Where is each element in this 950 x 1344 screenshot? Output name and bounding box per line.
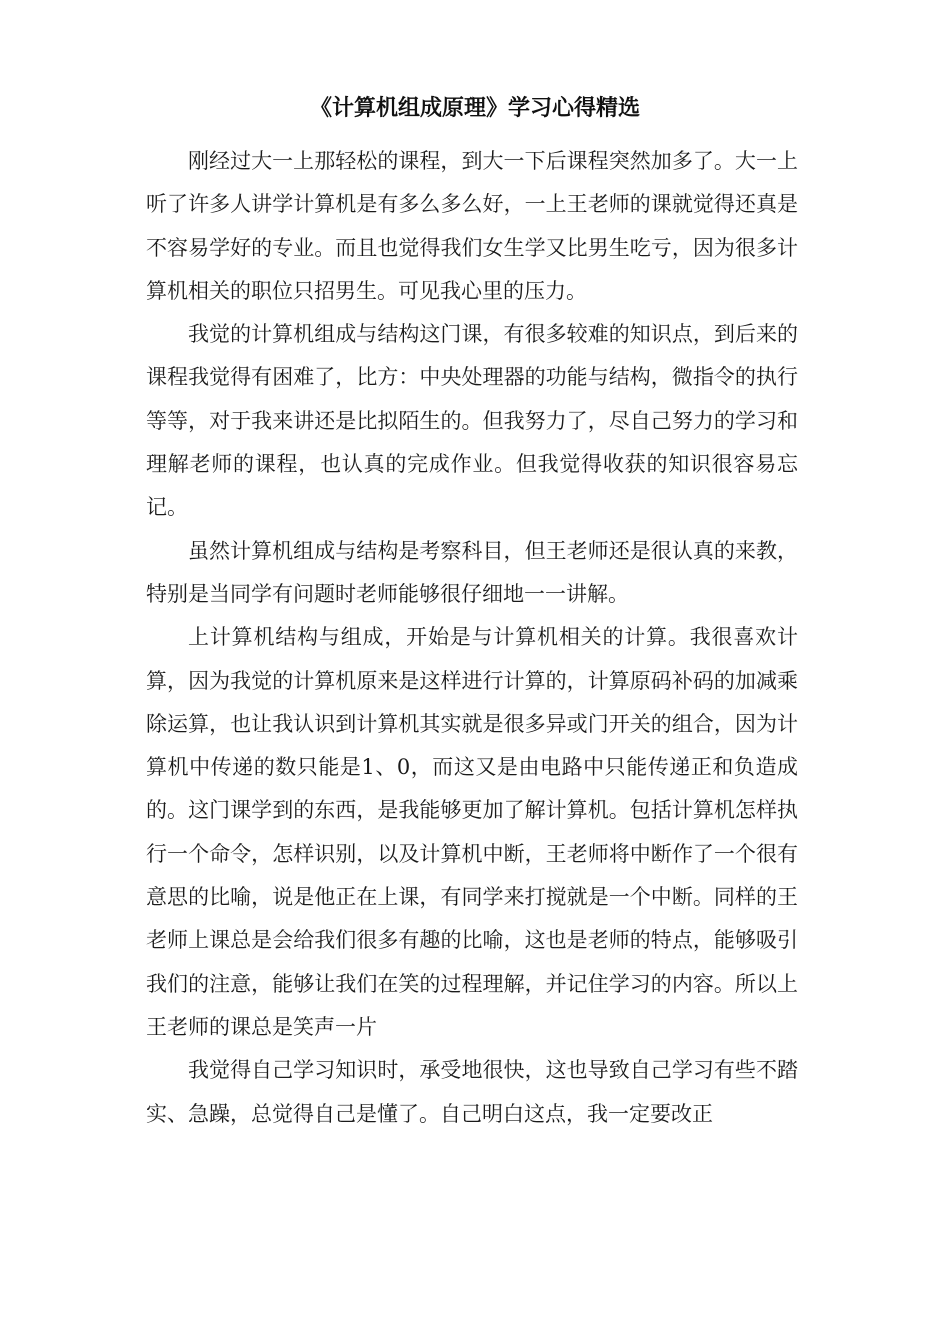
paragraph-4: 上计算机结构与组成，开始是与计算机相关的计算。我很喜欢计算，因为我觉的计算机原来是这样进行计算的，计算原码补码的加减乘除运算，也让我认识到计算机其实就是很多异或门开关的组合，因为计算机中传递的数只能是1、0，而这又是由电路中只能传递正和负造成的。这门课学到的东西，是我能够更加了解计算机。包括计算机怎样执行一个命令，怎样识别，以及计算机中断，王老师将中断作了一个很有意思的比喻，说是他正在上课，有同学来打搅就是一个中断。同样的王老师上课总是会给我们很多有趣的比喻，这也是老师的特点，能够吸引我们的注意，能够让我们在笑的过程理解，并记住学习的内容。所以上王老师的课总是笑声一片: [146, 625, 798, 1039]
paragraph-5: 我觉得自己学习知识时，承受地很快，这也导致自己学习有些不踏实、急躁，总觉得自己是懂了。自己明白这点，我一定要改正: [146, 1058, 798, 1126]
document-title: 《计算机组成原理》学习心得精选: [309, 95, 640, 121]
document-body: [146, 140, 798, 1136]
paragraph-2: 我觉的计算机组成与结构这门课，有很多较难的知识点，到后来的课程我觉得有困难了，比方：中央处理器的功能与结构，微指令的执行等等，对于我来讲还是比拟陌生的。但我努力了，尽自己努力的学习和理解老师的课程，也认真的完成作业。但我觉得收获的知识很容易忘记。: [146, 322, 798, 520]
paragraph-3: 虽然计算机组成与结构是考察科目，但王老师还是很认真的来教，特别是当同学有问题时老师能够很仔细地一一讲解。: [146, 538, 798, 606]
paragraph-1: 刚经过大一上那轻松的课程，到大一下后课程突然加多了。大一上听了许多人讲学计算机是有多么多么好，一上王老师的课就觉得还真是不容易学好的专业。而且也觉得我们女生学又比男生吃亏，因为很多计算机相关的职位只招男生。可见我心里的压力。: [146, 149, 798, 303]
